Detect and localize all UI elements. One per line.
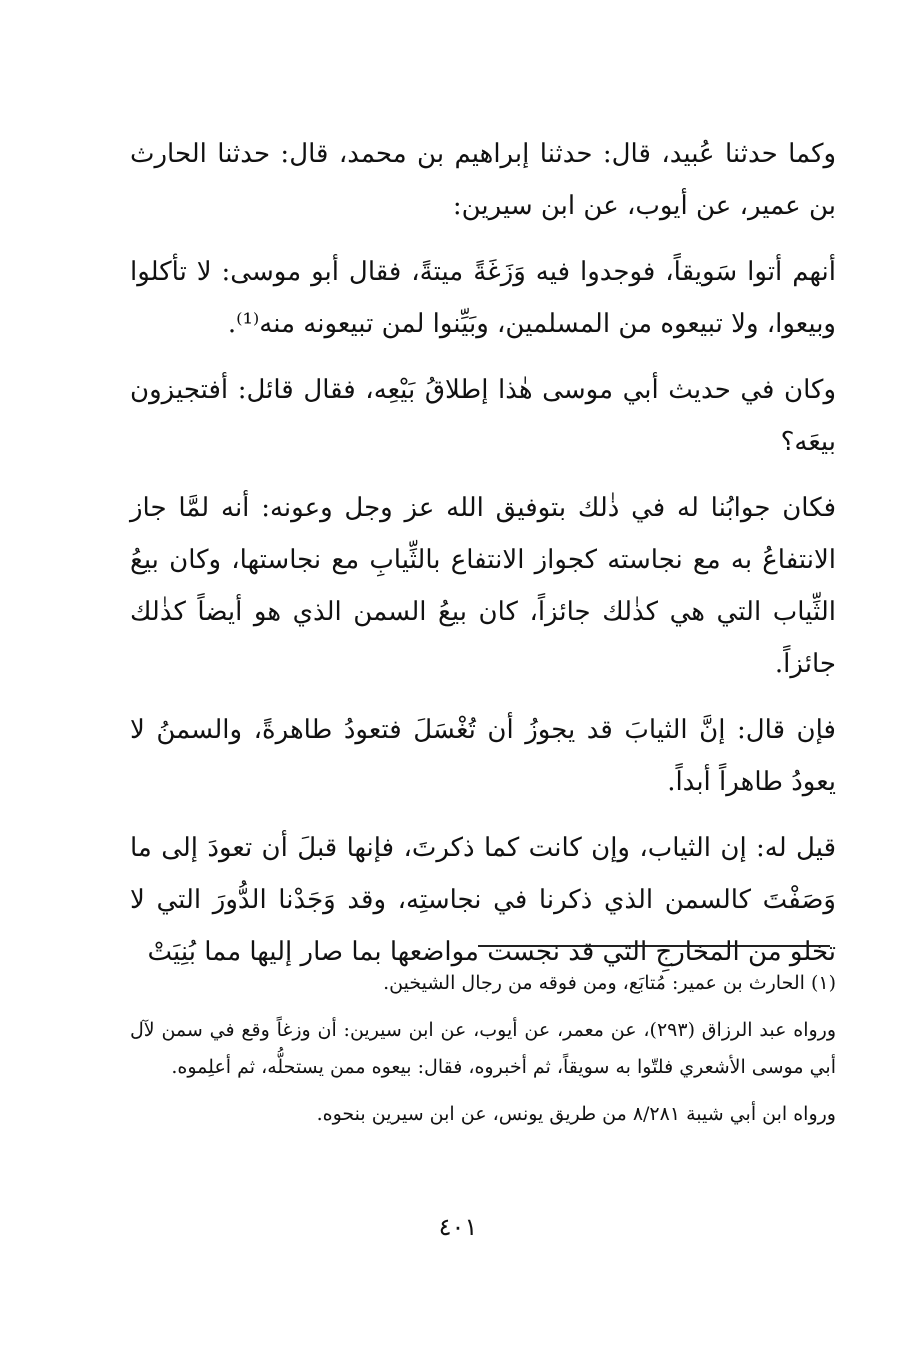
page-number: ٤٠١: [438, 1213, 478, 1241]
paragraph-question: وكان في حديث أبي موسى هٰذا إطلاقُ بَيْعِه، فقال قائل: أفتجيزون بيعَه؟: [130, 375, 836, 457]
footnote-1-continuation: ورواه عبد الرزاق (٢٩٣)، عن معمر، عن أيوب، عن ابن سيرين: أن وزغاً وقع في سمن لآل أبي موسى الأشعري فلتّوا به سويقاً، ثم أخبروه، فقال: بيعوه ممن يستحلُّه، ثم أعلِموه.: [130, 1019, 836, 1078]
main-text: [130, 128, 836, 992]
paragraph-answer: فكان جوابُنا له في ذٰلك بتوفيق الله عز وجل وعونه: أنه لمَّا جاز الانتفاعُ به مع نجاسته كجواز الانتفاع بالثِّيابِ مع نجاستها، وكان بيعُ الثِّياب التي هي كذٰلك جائزاً، كان بيعُ السمن الذي هو أيضاً كذٰلك جائزاً.: [130, 493, 836, 679]
paragraph-hadith: أنهم أتوا سَويقاً، فوجدوا فيه وَزَغَةً ميتةً، فقال أبو موسى: لا تأكلوا وبيعوا، ولا تبيعوه من المسلمين، وبَيِّنوا لمن تبيعونه منه⁽¹⁾.: [130, 257, 836, 339]
footnotes: [130, 965, 836, 1143]
paragraph-isnad: وكما حدثنا عُبيد، قال: حدثنا إبراهيم بن محمد، قال: حدثنا الحارث بن عمير، عن أيوب، عن ابن سيرين:: [130, 139, 836, 221]
paragraph-reply: قيل له: إن الثياب، وإن كانت كما ذكرتَ، فإنها قبلَ أن تعودَ إلى ما وَصَفْتَ كالسمن الذي ذكرنا في نجاستِه، وقد وَجَدْنا الدُّورَ التي لا تخلو من المخارجِ التي قد نجست مواضعها بما صار إليها مما بُنِيَتْ: [130, 833, 836, 967]
footnote-1-source: ورواه ابن أبي شيبة ٨/٢٨١ من طريق يونس، عن ابن سيرين بنحوه.: [316, 1103, 836, 1125]
footnote-1: (١) الحارث بن عمير: مُتابَع، ومن فوقه من رجال الشيخين.: [383, 972, 836, 994]
paragraph-objection: فإن قال: إنَّ الثيابَ قد يجوزُ أن تُغْسَلَ فتعودُ طاهرةً، والسمنُ لا يعودُ طاهراً أبداً.: [130, 715, 836, 797]
footnote-separator: [478, 945, 830, 947]
